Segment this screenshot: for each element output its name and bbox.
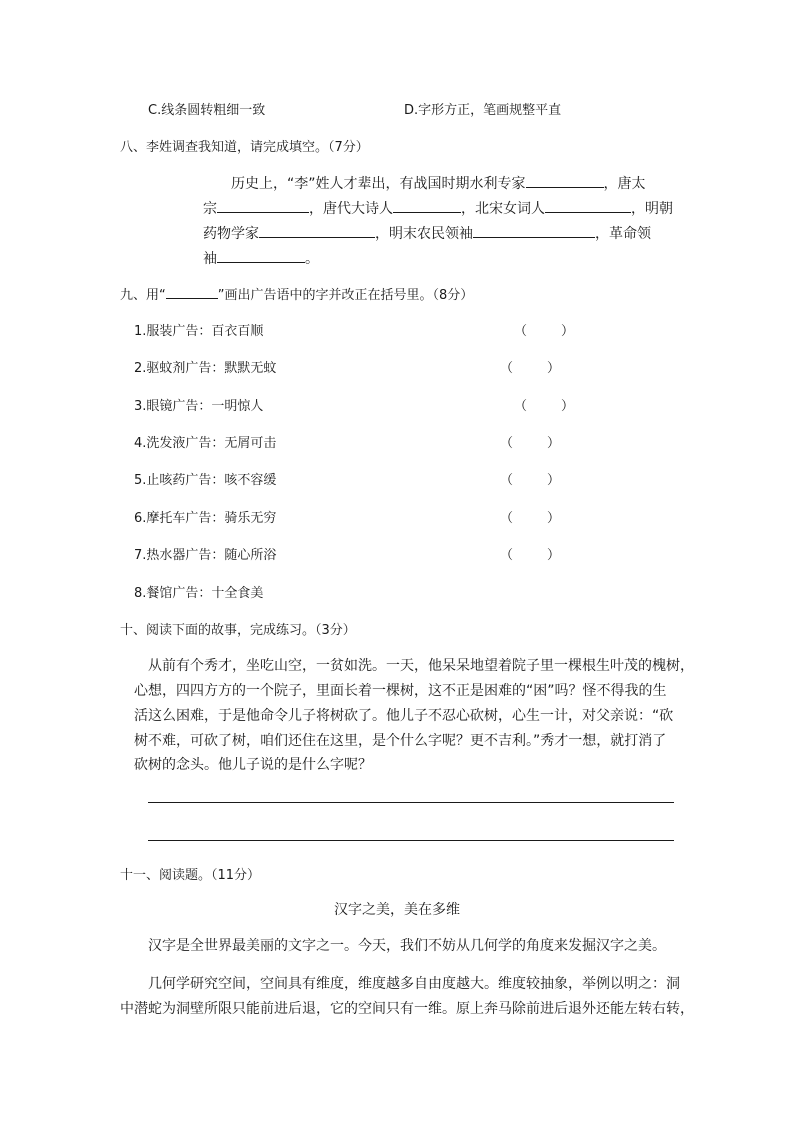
story-line-4: 树不难，可砍了树，咱们还住在这里，是个什么字呢？更不吉利。”秀才一想，就打消了 xyxy=(134,733,667,749)
ad-item-6: 6.摩托车广告：骑乐无穷 xyxy=(134,511,277,526)
ad-item-2: 2.驱蚊剂广告：默默无蚊 xyxy=(134,361,277,376)
underline-sample xyxy=(166,284,218,299)
answer-paren-1[interactable]: （ ） xyxy=(514,324,575,339)
ad-item-1: 1.服装广告：百衣百顺 xyxy=(134,324,264,339)
q9-heading: 九、用“ ”画出广告语中的字并改正在括号里。（8分） xyxy=(120,284,473,303)
q10-heading: 十、阅读下面的故事，完成练习。（3分） xyxy=(120,623,356,638)
story-line-2: 心想，四四方方的一个院子，里面长着一棵树，这不正是困难的“困”吗？怪不得我的生 xyxy=(134,683,667,699)
q11-heading: 十一、阅读题。（11分） xyxy=(120,868,261,883)
q8-heading: 八、李姓调查我知道，请完成填空。（7分） xyxy=(120,140,369,155)
answer-paren-3[interactable]: （ ） xyxy=(514,399,575,414)
fill-blank[interactable] xyxy=(393,198,461,213)
ad-item-3: 3.眼镜广告：一明惊人 xyxy=(134,399,264,414)
fill-blank[interactable] xyxy=(473,223,595,238)
article-title: 汉字之美，美在多维 xyxy=(334,902,460,918)
story-line-3: 活这么困难，于是他命令儿子将树砍了。他儿子不忍心砍树，心生一计，对父亲说：“砍 xyxy=(134,708,674,724)
fill-blank[interactable] xyxy=(217,248,305,263)
answer-paren-7[interactable]: （ ） xyxy=(500,548,561,563)
story-line-1: 从前有个秀才，坐吃山空，一贫如洗。一天，他呆呆地望着院子里一棵根生叶茂的槐树， xyxy=(148,658,694,674)
ad-item-8: 8.餐馆广告：十全食美 xyxy=(134,586,264,601)
fill-blank[interactable] xyxy=(259,223,375,238)
q8-line-1: 历史上，“李”姓人才辈出，有战国时期水利专家 ，唐太 xyxy=(231,170,646,199)
article-paragraph-1: 汉字是全世界最美丽的文字之一。今天，我们不妨从几何学的角度来发掘汉字之美。 xyxy=(148,938,666,954)
article-paragraph-2-line-1: 几何学研究空间，空间具有维度，维度越多自由度越大。维度较抽象，举例以明之：洞 xyxy=(148,976,680,992)
answer-paren-6[interactable]: （ ） xyxy=(500,511,561,526)
ad-item-7: 7.热水器广告：随心所浴 xyxy=(134,548,277,563)
option-c: C.线条圆转粗细一致 xyxy=(148,103,266,118)
q8-line-2: 宗 ，唐代大诗人 ，北宋女词人 ，明朝 xyxy=(203,195,673,224)
fill-blank[interactable] xyxy=(526,173,604,188)
answer-paren-2[interactable]: （ ） xyxy=(500,361,561,376)
q8-line-4: 袖 。 xyxy=(203,245,319,274)
article-paragraph-2-line-2: 中潜蛇为洞壁所限只能前进后退，它的空间只有一维。原上奔马除前进后退外还能左转右转， xyxy=(120,1001,694,1017)
q8-line-3: 药物学家 ，明末农民领袖 ，革命领 xyxy=(203,220,651,249)
fill-blank[interactable] xyxy=(217,198,309,213)
ad-item-4: 4.洗发液广告：无屑可击 xyxy=(134,436,277,451)
fill-blank[interactable] xyxy=(545,198,631,213)
ad-item-5: 5.止咳药广告：咳不容缓 xyxy=(134,473,277,488)
answer-paren-5[interactable]: （ ） xyxy=(500,473,561,488)
answer-paren-4[interactable]: （ ） xyxy=(500,436,561,451)
story-line-5: 砍树的念头。他儿子说的是什么字呢？ xyxy=(134,757,372,773)
option-d: D.字形方正，笔画规整平直 xyxy=(404,103,562,118)
answer-line-1[interactable] xyxy=(148,802,674,803)
answer-line-2[interactable] xyxy=(148,840,674,841)
